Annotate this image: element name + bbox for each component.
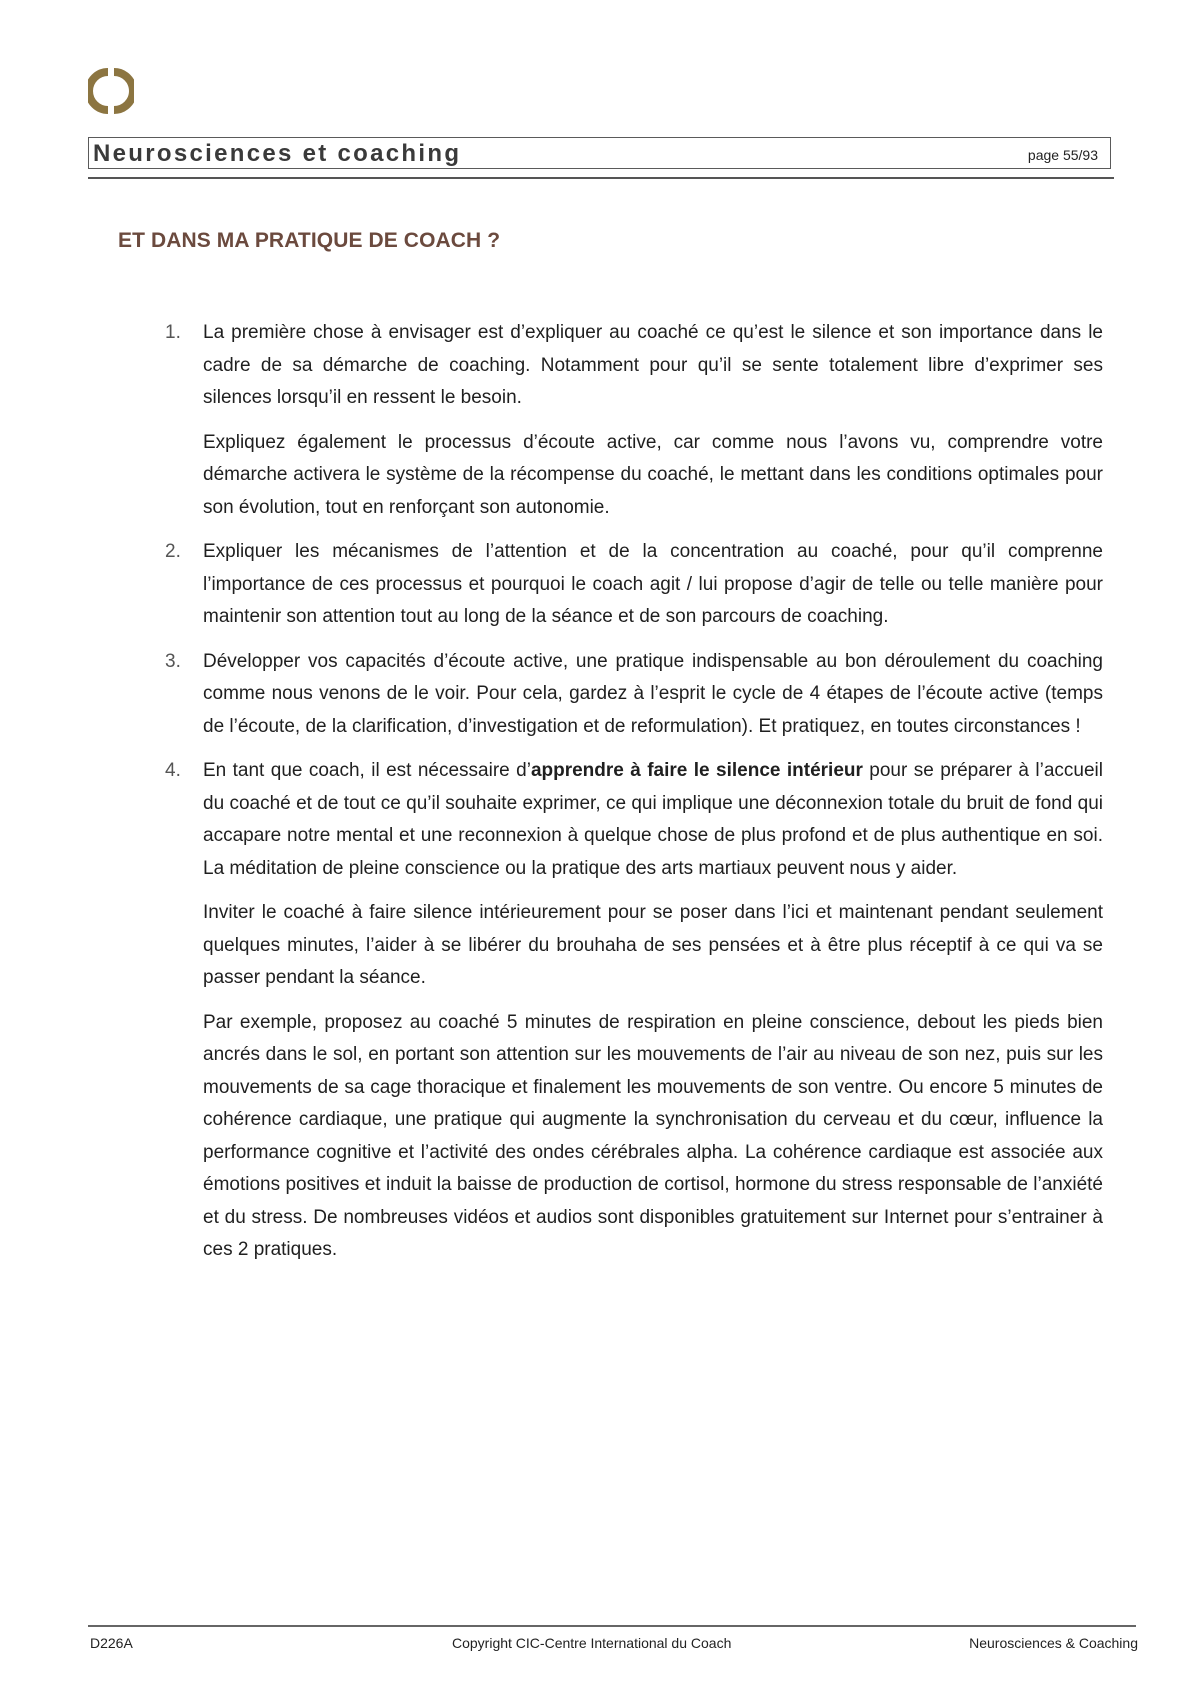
numbered-list [165, 317, 1103, 1279]
section-title: ET DANS MA PRATIQUE DE COACH ? [118, 229, 501, 252]
list-item [165, 536, 1103, 634]
list-number: 4. [165, 760, 181, 781]
paragraph: Expliquer les mécanismes de l’attention et de la concentration au coaché, pour qu’il comprenne l’importance de ces processus et pourquoi le coach agit / lui propose d’agir de telle ou telle manière pour maintenir son attention tout au long de la séance et de son parcours de coaching. [203, 541, 1103, 627]
list-item [165, 317, 1103, 524]
list-item [165, 755, 1103, 1267]
paragraph: La première chose à envisager est d’expliquer au coaché ce qu’est le silence et son importance dans le cadre de sa démarche de coaching. Notamment pour qu’il se sente totalement libre d’exprimer ses silences lorsqu’il en ressent le besoin. [203, 322, 1103, 408]
footer-copyright: Copyright CIC-Centre International du Coach [452, 1635, 732, 1651]
paragraph: Par exemple, proposez au coaché 5 minutes de respiration en pleine conscience, debout les pieds bien ancrés dans le sol, en portant son attention sur les mouvements de l’air au niveau de son nez, puis sur les mouvements de sa cage thoracique et finalement les mouvements de son ventre. Ou encore 5 minutes de cohérence cardiaque, une pratique qui augmente la synchronisation du cerveau et du cœur, influence la performance cognitive et l’activité des ondes cérébrales alpha. La cohérence cardiaque est associée aux émotions positives et induit la baisse de production de cortisol, hormone du stress responsable de l’anxiété et du stress. De nombreuses vidéos et audios sont disponibles gratuitement sur Internet pour s’entrainer à ces 2 pratiques. [203, 1011, 1103, 1260]
paragraph-tail: pour se préparer à l’accueil du coaché et de tout ce qu’il souhaite exprimer, ce qui implique une déconnexion totale du bruit de fond qui accapare notre mental et une reconnexion à quelque chose de plus profond et de plus authentique en soi. La méditation de pleine conscience ou la pratique des arts martiaux peuvent nous y aider. [203, 760, 1103, 879]
list-number: 2. [165, 541, 181, 562]
footer-document-title: Neurosciences & Coaching [969, 1635, 1138, 1651]
header-divider [88, 177, 1114, 179]
footer-document-code: D226A [90, 1635, 133, 1651]
paragraph [203, 755, 1103, 885]
document-header [88, 137, 1111, 169]
page-number: page 55/93 [1027, 147, 1098, 163]
paragraph: Développer vos capacités d’écoute active, une pratique indispensable au bon déroulement du coaching comme nous venons de le voir. Pour cela, gardez à l’esprit le cycle de 4 étapes de l’écoute active (temps de l’écoute, de la clarification, d’investigation et de reformulation). Et pratiquez, en toutes circonstances ! [203, 650, 1103, 737]
list-item [165, 646, 1103, 744]
list-number: 3. [165, 650, 181, 672]
paragraph: Expliquez également le processus d’écoute active, car comme nous l’avons vu, comprendre votre démarche activera le système de la récompense du coaché, le mettant dans les conditions optimales pour son évolution, tout en renforçant son autonomie. [203, 431, 1103, 518]
paragraph-lead: En tant que coach, il est nécessaire d’ [203, 760, 531, 781]
document-title: Neurosciences et coaching [93, 140, 462, 167]
paragraph: Inviter le coaché à faire silence intérieurement pour se poser dans l’ici et maintenant pendant seulement quelques minutes, l’aider à se libérer du brouhaha de ses pensées et à être plus réceptif à ce qui va se passer pendant la séance. [203, 902, 1103, 988]
logo-icon [88, 68, 134, 114]
footer-divider [88, 1625, 1136, 1627]
emphasis-text: apprendre à faire le silence intérieur [530, 760, 863, 781]
list-number: 1. [165, 322, 181, 343]
